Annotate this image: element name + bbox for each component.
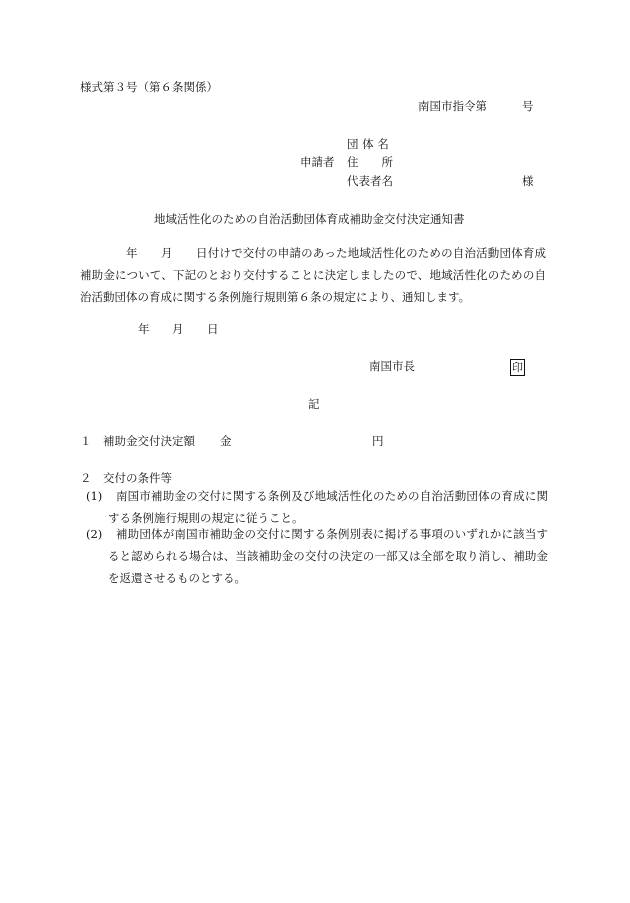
doc-number-prefix: 南国市指令第: [418, 99, 487, 113]
issuer-mayor: 南国市長: [369, 359, 415, 373]
date-day: 日: [207, 322, 219, 336]
condition-1-number: (1): [86, 489, 103, 503]
honorific-sama: 様: [522, 174, 534, 188]
representative-label: 代表者名: [347, 174, 393, 188]
address-label: 住 所: [347, 155, 393, 169]
ki-heading: 記: [308, 397, 320, 411]
date-month: 月: [172, 322, 184, 336]
condition-2-text: 補助団体が南国市補助金の交付に関する条例別表に掲げる事項のいずれかに該当すると認められる場合は、当該補助金の交付の決定の一部又は全部を取り消し、補助金を返還させるものとする。: [108, 527, 548, 585]
section2-number: ２: [80, 471, 92, 485]
doc-number-suffix: 号: [522, 99, 534, 113]
applicant-label: 申請者: [300, 155, 335, 169]
section1-label: 補助金交付決定額: [103, 434, 195, 448]
date-year: 年: [138, 322, 150, 336]
document-title: 地域活性化のための自治活動団体育成補助金交付決定通知書: [154, 212, 465, 226]
condition-2-number: (2): [86, 527, 103, 541]
org-name-label: 団 体 名: [347, 137, 389, 151]
section1-en: 円: [372, 434, 384, 448]
form-number: 様式第３号（第６条関係）: [80, 80, 218, 94]
body-paragraph: 年 月 日付けで交付の申請のあった地域活性化のための自治活動団体育成補助金について、下記のとおり交付することに決定しましたので、地域活性化のための自治活動団体の育成に関する条例施行規則第６条の規定により、通知します。: [80, 246, 546, 304]
condition-1-text: 南国市補助金の交付に関する条例及び地域活性化のための自治活動団体の育成に関する条例施行規則の規定に従うこと。: [108, 489, 548, 525]
section1-kin: 金: [220, 434, 232, 448]
seal-mark: 印: [512, 361, 523, 374]
section1-number: １: [80, 434, 92, 448]
section2-label: 交付の条件等: [103, 471, 172, 485]
